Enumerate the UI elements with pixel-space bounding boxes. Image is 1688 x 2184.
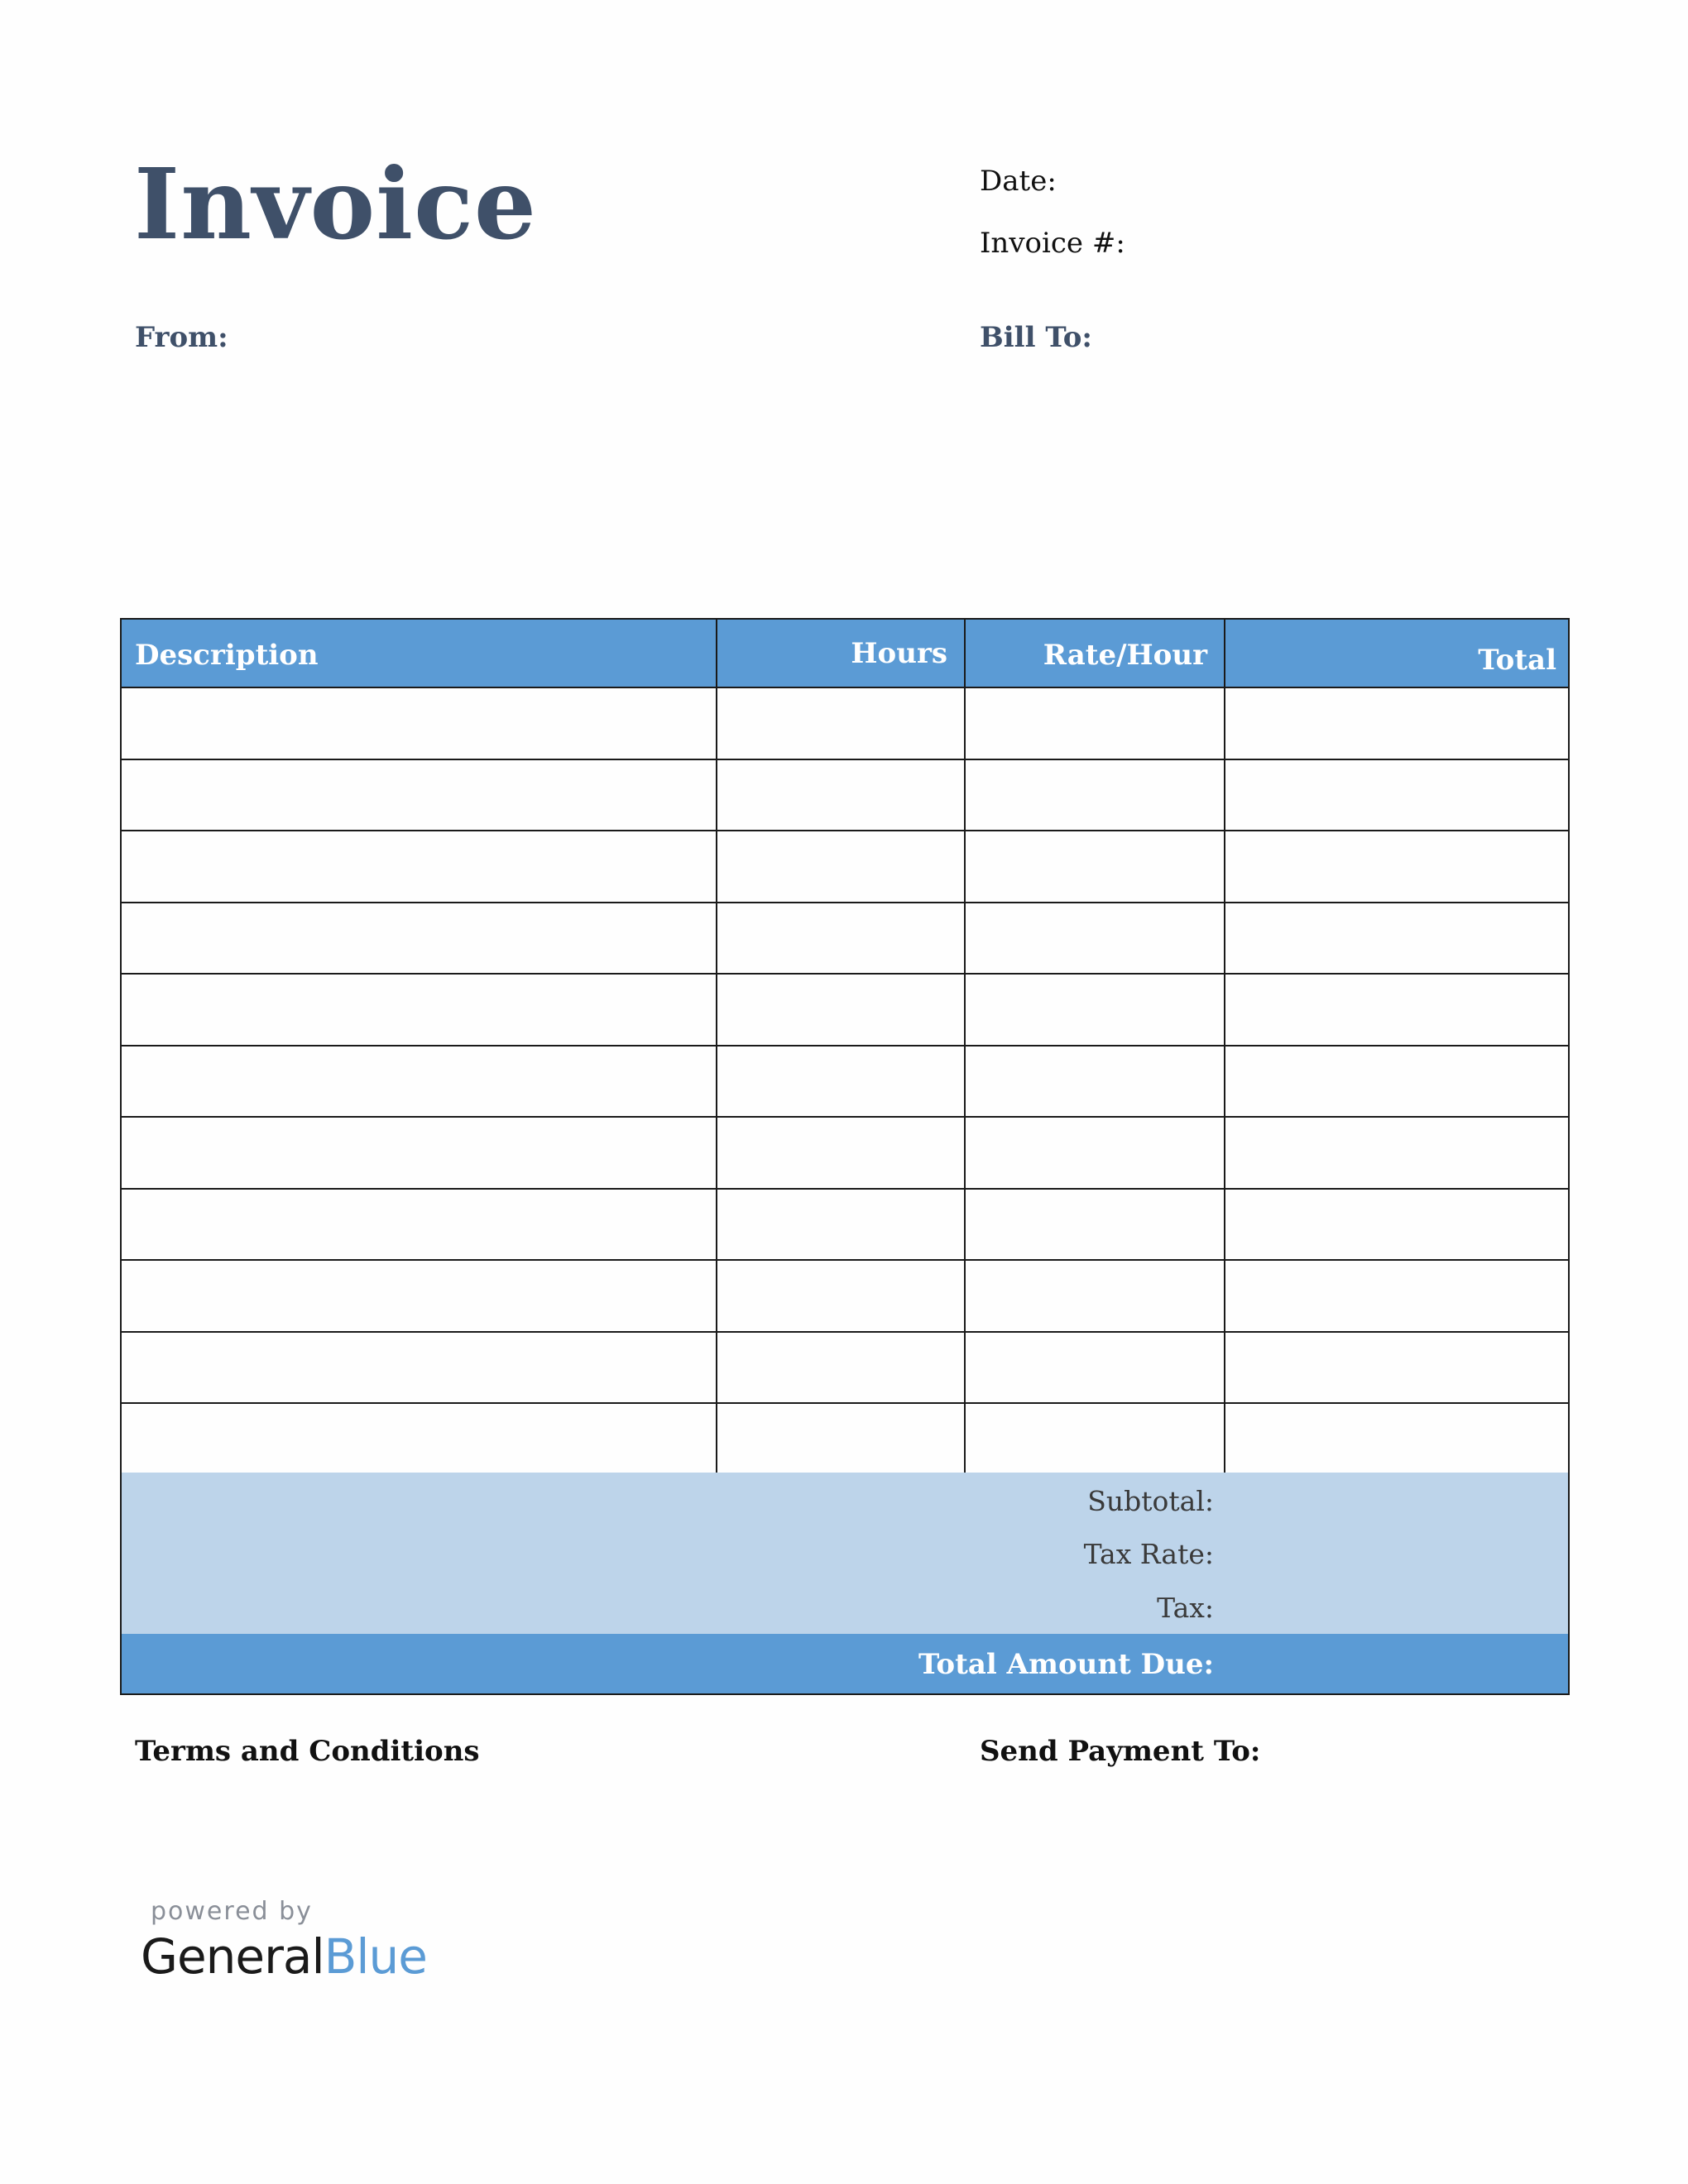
column-header-rate: Rate/Hour xyxy=(1043,639,1207,672)
column-divider xyxy=(964,620,966,1473)
date-label: Date: xyxy=(980,165,1057,198)
terms-label: Terms and Conditions xyxy=(135,1735,480,1768)
summary-section xyxy=(122,1473,1568,1634)
send-payment-label: Send Payment To: xyxy=(980,1735,1261,1768)
table-row xyxy=(122,975,1568,1046)
line-items-table xyxy=(120,618,1570,1695)
column-header-hours: Hours xyxy=(851,637,947,670)
subtotal-label: Subtotal: xyxy=(1087,1485,1214,1517)
bill-to-label: Bill To: xyxy=(980,321,1092,354)
column-divider xyxy=(716,620,717,1473)
column-divider xyxy=(1224,620,1225,1473)
table-row xyxy=(122,1118,1568,1190)
invoice-title: Invoice xyxy=(134,146,538,261)
powered-by-text: powered by xyxy=(151,1897,313,1926)
table-row xyxy=(122,1261,1568,1333)
invoice-number-label: Invoice #: xyxy=(980,227,1125,260)
table-row xyxy=(122,831,1568,903)
table-row xyxy=(122,760,1568,832)
table-row xyxy=(122,903,1568,975)
table-row xyxy=(122,1333,1568,1405)
table-row xyxy=(122,1190,1568,1262)
tax-rate-label: Tax Rate: xyxy=(1083,1538,1214,1570)
total-due-label: Total Amount Due: xyxy=(918,1648,1214,1681)
from-label: From: xyxy=(135,321,228,354)
table-header xyxy=(122,620,1568,688)
table-row xyxy=(122,1404,1568,1476)
table-row xyxy=(122,688,1568,760)
column-header-total: Total xyxy=(1478,644,1556,677)
generalblue-logo xyxy=(141,1928,427,1985)
tax-label: Tax: xyxy=(1157,1592,1214,1624)
table-row xyxy=(122,1046,1568,1118)
column-header-description: Description xyxy=(135,639,319,672)
logo-text-general: General xyxy=(141,1928,324,1985)
total-due-bar xyxy=(122,1634,1568,1695)
logo-text-blue: Blue xyxy=(324,1928,427,1985)
